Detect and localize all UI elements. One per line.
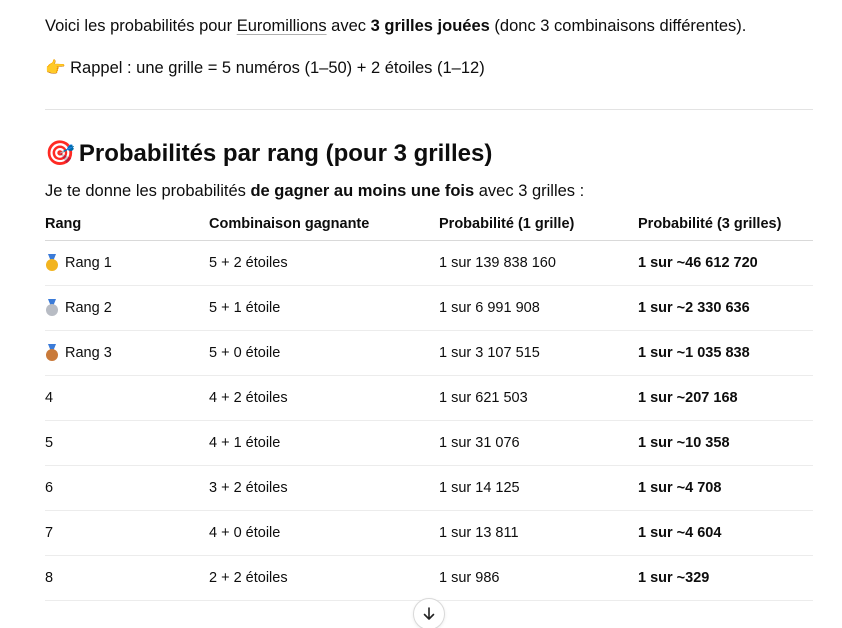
table-row <box>45 465 813 510</box>
cell-prob-3: 1 sur ~1 035 838 <box>638 330 813 375</box>
table-row <box>45 375 813 420</box>
intro-suffix: (donc 3 combinaisons différentes). <box>489 17 747 35</box>
divider <box>45 109 813 110</box>
arrow-down-icon <box>421 606 437 622</box>
cell-combinaison: 4 + 0 étoile <box>209 510 439 555</box>
reminder-text: Rappel : une grille = 5 numéros (1–50) + 2 étoiles (1–12) <box>65 59 485 77</box>
probability-table <box>45 208 813 601</box>
pointing-hand-icon: 👉 <box>45 59 66 77</box>
rank-label: 5 <box>45 434 54 451</box>
table-row <box>45 555 813 600</box>
rank-label: 8 <box>45 569 54 586</box>
cell-combinaison: 5 + 2 étoiles <box>209 240 439 285</box>
target-icon: 🎯 <box>45 139 75 167</box>
intro-bold: 3 grilles jouées <box>370 17 490 35</box>
section-heading <box>45 136 492 171</box>
lead-bold: de gagner au moins une fois <box>250 182 475 200</box>
bronze-medal-icon <box>45 344 59 360</box>
intro-prefix: Voici les probabilités pour <box>45 17 237 35</box>
silver-medal-icon <box>45 299 59 315</box>
cell-prob-1: 1 sur 13 811 <box>439 510 638 555</box>
lead-paragraph <box>45 179 584 203</box>
cell-rang <box>45 420 209 465</box>
table-row <box>45 240 813 285</box>
lead-prefix: Je te donne les probabilités <box>45 182 251 200</box>
header-prob-1: Probabilité (1 grille) <box>439 208 638 240</box>
rank-label: Rang 1 <box>65 255 112 271</box>
header-rang: Rang <box>45 208 209 240</box>
cell-prob-3: 1 sur ~207 168 <box>638 375 813 420</box>
table-row <box>45 510 813 555</box>
heading-text: Probabilités par rang (pour 3 grilles) <box>78 140 493 167</box>
cell-prob-3: 1 sur ~4 604 <box>638 510 813 555</box>
cell-rang <box>45 510 209 555</box>
rank-label: 6 <box>45 479 54 496</box>
cell-rang <box>45 330 209 375</box>
intro-paragraph <box>45 14 746 38</box>
table-row <box>45 420 813 465</box>
cell-rang <box>45 240 209 285</box>
header-prob-3: Probabilité (3 grilles) <box>638 208 813 240</box>
rank-label: 4 <box>45 389 54 406</box>
rank-label: Rang 3 <box>65 345 112 361</box>
cell-combinaison: 5 + 1 étoile <box>209 285 439 330</box>
cell-combinaison: 5 + 0 étoile <box>209 330 439 375</box>
cell-combinaison: 3 + 2 étoiles <box>209 465 439 510</box>
cell-combinaison: 2 + 2 étoiles <box>209 555 439 600</box>
cell-prob-1: 1 sur 14 125 <box>439 465 638 510</box>
cell-prob-1: 1 sur 31 076 <box>439 420 638 465</box>
cell-rang <box>45 285 209 330</box>
cell-prob-1: 1 sur 3 107 515 <box>439 330 638 375</box>
cell-combinaison: 4 + 1 étoile <box>209 420 439 465</box>
rank-label: 7 <box>45 524 54 541</box>
cell-rang <box>45 465 209 510</box>
cell-prob-3: 1 sur ~4 708 <box>638 465 813 510</box>
intro-mid: avec <box>326 17 371 35</box>
cell-prob-1: 1 sur 621 503 <box>439 375 638 420</box>
lead-suffix: avec 3 grilles : <box>474 182 585 200</box>
cell-rang <box>45 555 209 600</box>
cell-prob-3: 1 sur ~46 612 720 <box>638 240 813 285</box>
cell-prob-1: 1 sur 986 <box>439 555 638 600</box>
cell-prob-3: 1 sur ~329 <box>638 555 813 600</box>
cell-prob-1: 1 sur 6 991 908 <box>439 285 638 330</box>
reminder-paragraph <box>45 56 485 80</box>
euromillions-link[interactable]: Euromillions <box>236 17 327 35</box>
cell-prob-1: 1 sur 139 838 160 <box>439 240 638 285</box>
cell-rang <box>45 375 209 420</box>
gold-medal-icon <box>45 254 59 270</box>
header-combinaison: Combinaison gagnante <box>209 208 439 240</box>
table-row <box>45 285 813 330</box>
rank-label: Rang 2 <box>65 300 112 316</box>
cell-prob-3: 1 sur ~2 330 636 <box>638 285 813 330</box>
table-header-row <box>45 208 813 240</box>
scroll-down-button[interactable] <box>413 598 445 628</box>
cell-prob-3: 1 sur ~10 358 <box>638 420 813 465</box>
table-row <box>45 330 813 375</box>
cell-combinaison: 4 + 2 étoiles <box>209 375 439 420</box>
